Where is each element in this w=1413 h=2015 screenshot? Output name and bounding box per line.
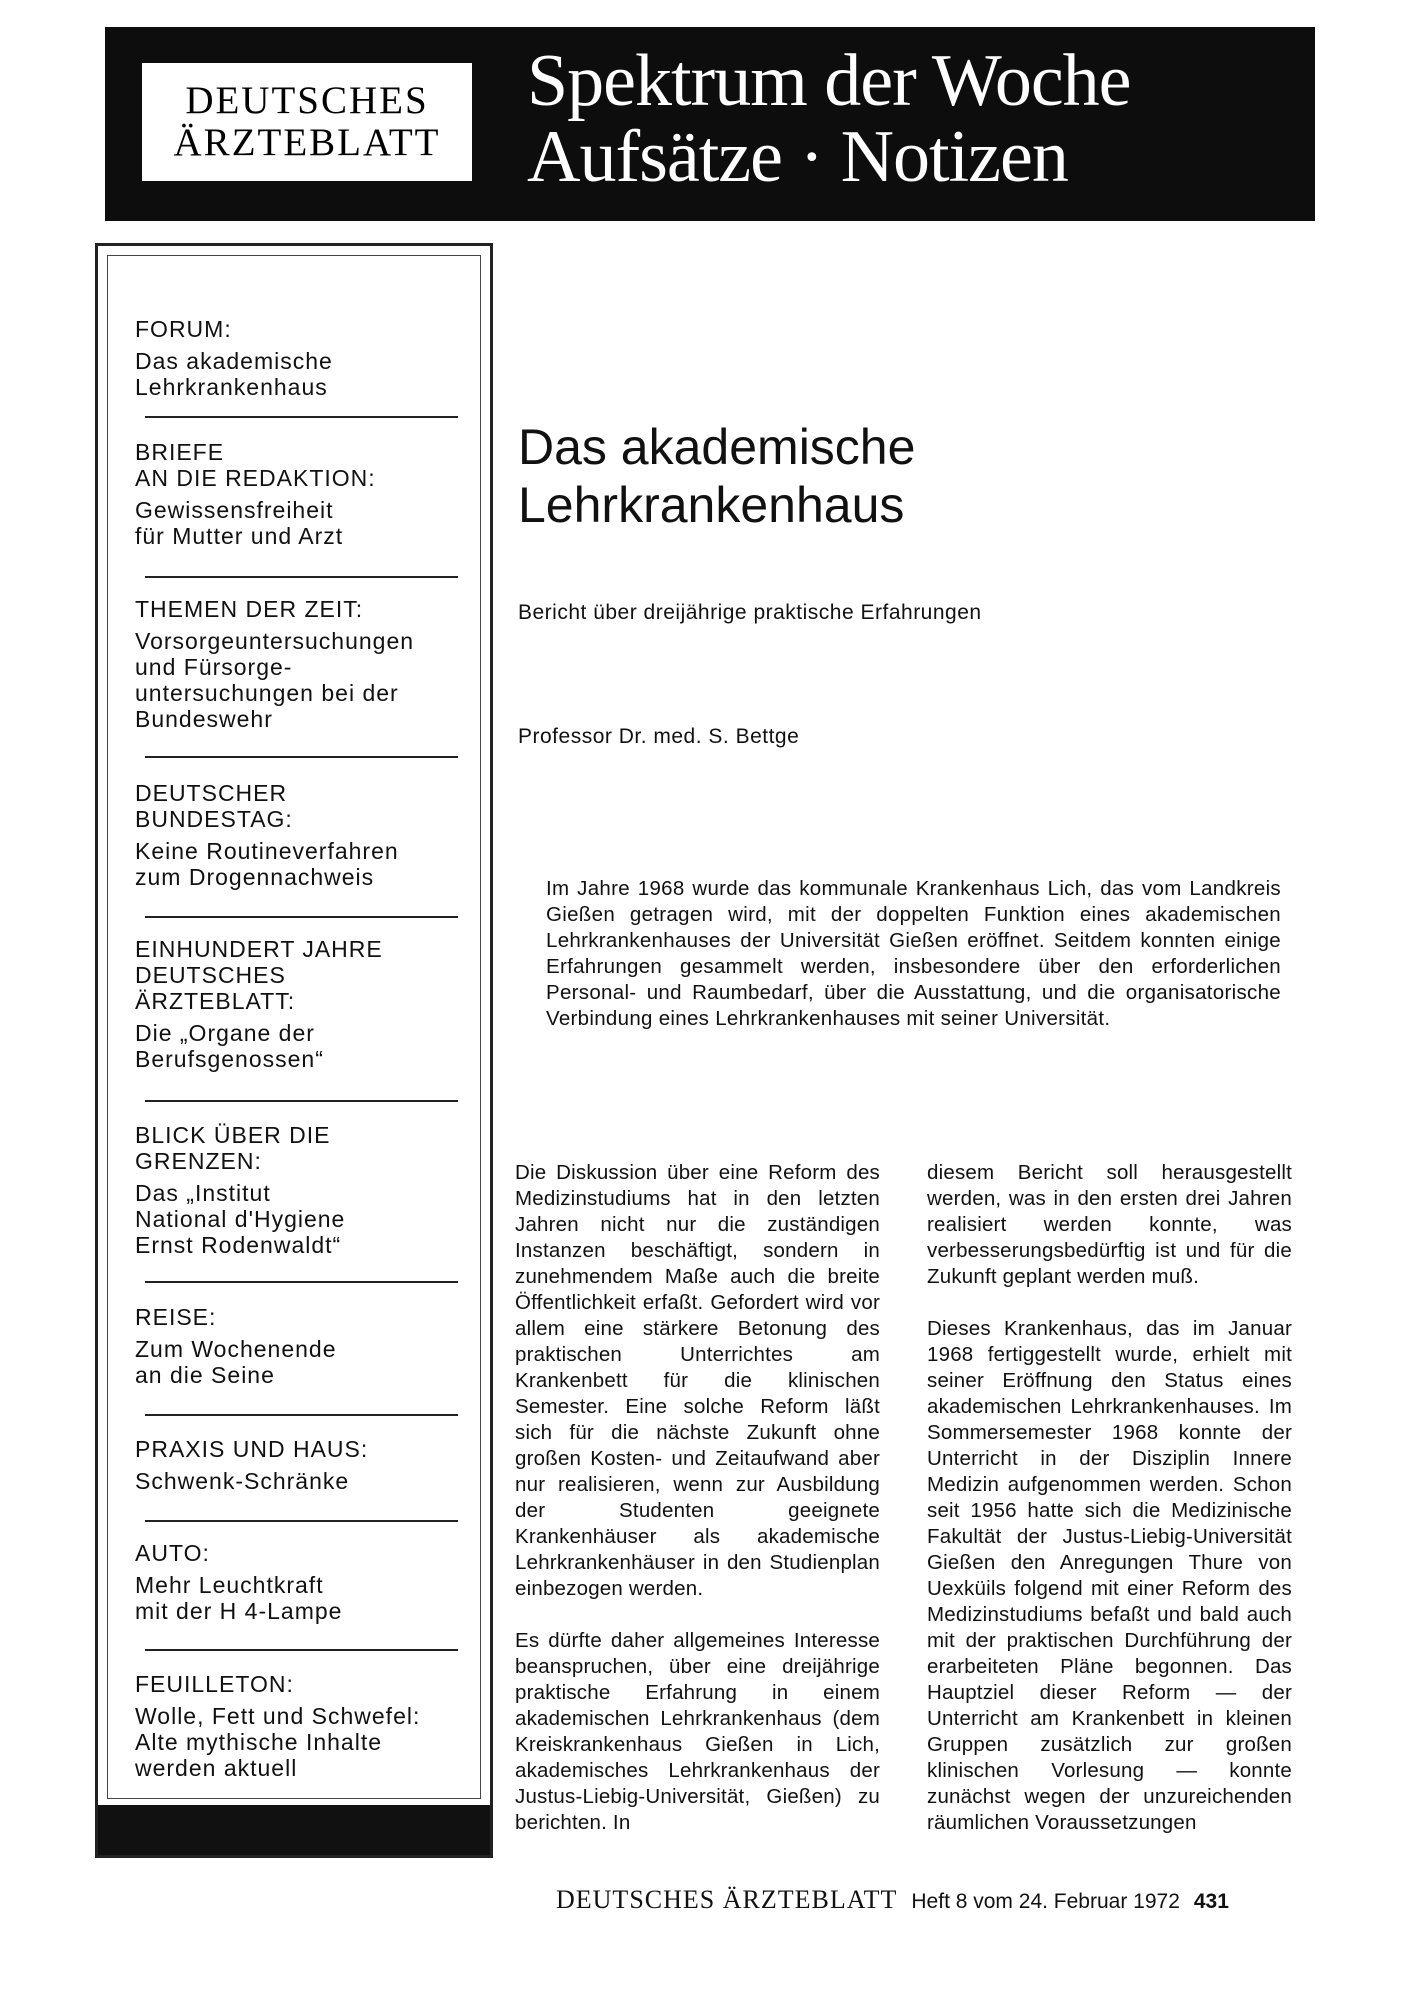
toc-item-auto[interactable]	[135, 1540, 445, 1624]
toc-inner-frame	[107, 255, 481, 1799]
toc-footer-bar	[98, 1805, 490, 1855]
toc-item-feuilleton[interactable]	[135, 1671, 445, 1781]
toc-item-forum[interactable]	[135, 316, 445, 400]
toc-title: Gewissensfreiheit für Mutter und Arzt	[135, 497, 344, 549]
table-of-contents	[95, 243, 493, 1858]
toc-divider	[145, 1520, 458, 1522]
toc-item-praxis[interactable]	[135, 1436, 445, 1494]
masthead-banner	[105, 27, 1315, 221]
toc-category: PRAXIS UND HAUS:	[135, 1436, 369, 1462]
journal-logo-line2: ÄRZTEBLATT	[173, 121, 441, 164]
toc-title: Das akademische Lehrkrankenhaus	[135, 348, 333, 400]
paragraph: Es dürfte daher allgemeines Interesse beanspruchen, über eine dreijährige praktische Erfahrung in einem akademischen Lehrkrankenhaus (dem Kreiskrankenhaus Gießen in Lich, akademisches Lehrkrankenhaus der Justus-Liebig-Universität, Gießen) zu berichten. In	[515, 1629, 880, 1834]
toc-item-themen[interactable]	[135, 596, 445, 732]
toc-category: BLICK ÜBER DIE GRENZEN:	[135, 1122, 331, 1174]
toc-divider	[145, 1100, 458, 1102]
article-title	[518, 418, 915, 534]
toc-title: Das „Institut National d'Hygiene Ernst Rodenwaldt“	[135, 1180, 346, 1258]
toc-item-reise[interactable]	[135, 1304, 445, 1388]
article-title-line1: Das akademische	[518, 419, 916, 475]
toc-title: Wolle, Fett und Schwefel: Alte mythische Inhalte werden aktuell	[135, 1703, 421, 1781]
article-subtitle: Bericht über dreijährige praktische Erfahrungen	[518, 601, 982, 624]
toc-category: FEUILLETON:	[135, 1671, 294, 1697]
toc-item-bundestag[interactable]	[135, 780, 445, 890]
toc-item-einhundert-jahre[interactable]	[135, 936, 445, 1072]
toc-category: DEUTSCHER BUNDESTAG:	[135, 780, 293, 832]
journal-logo	[142, 63, 472, 181]
toc-divider	[145, 1281, 458, 1283]
toc-item-briefe[interactable]	[135, 439, 445, 549]
toc-title: Schwenk-Schränke	[135, 1468, 350, 1494]
journal-logo-line1: DEUTSCHES	[185, 79, 429, 122]
page-number: 431	[1193, 1890, 1229, 1913]
section-title-line1: Spektrum der Woche	[527, 40, 1131, 122]
toc-divider	[145, 576, 458, 578]
toc-title: Keine Routineverfahren zum Drogennachweis	[135, 838, 399, 890]
page-footer	[556, 1885, 1229, 1915]
toc-title: Vorsorgeuntersuchungen und Fürsorge- untersuchungen bei der Bundeswehr	[135, 628, 415, 732]
toc-divider	[145, 756, 458, 758]
toc-divider	[145, 1414, 458, 1416]
article-abstract: Im Jahre 1968 wurde das kommunale Krankenhaus Lich, das vom Landkreis Gießen getragen wird, mit der doppelten Funktion eines akademischen Lehrkrankenhauses der Universität Gießen eröffnet. Seitdem konnten einige Erfahrungen gesammelt werden, insbesondere über den erforderlichen Personal- und Raumbedarf, über die Ausstattung, und die organisatorische Verbindung eines Lehrkrankenhauses mit seiner Universität.	[546, 877, 1281, 1030]
article-column-2	[927, 1160, 1292, 1862]
section-title	[527, 40, 1131, 198]
toc-divider	[145, 916, 458, 918]
toc-category: AUTO:	[135, 1540, 210, 1566]
toc-category: REISE:	[135, 1304, 217, 1330]
toc-title: Zum Wochenende an die Seine	[135, 1336, 337, 1388]
toc-category: EINHUNDERT JAHRE DEUTSCHES ÄRZTEBLATT:	[135, 936, 383, 1014]
footer-issue: Heft 8 vom 24. Februar 1972	[911, 1890, 1180, 1913]
toc-item-blick[interactable]	[135, 1122, 445, 1258]
toc-category: THEMEN DER ZEIT:	[135, 596, 364, 622]
toc-divider	[145, 1649, 458, 1651]
toc-category: FORUM:	[135, 316, 232, 342]
article-title-line2: Lehrkrankenhaus	[518, 477, 905, 533]
footer-journal-name: DEUTSCHES ÄRZTEBLATT	[556, 1885, 898, 1914]
paragraph: Dieses Krankenhaus, das im Januar 1968 fertiggestellt wurde, erhielt mit seiner Eröffnung den Status eines akademischen Lehrkrankenhauses. Im Sommersemester 1968 konnte der Unterricht in der Disziplin Innere Medizin aufgenommen werden. Schon seit 1956 hatte sich die Medizinische Fakultät der Justus-Liebig-Universität Gießen den Anregungen Thure von Uexküils folgend mit einer Reform des Medizinstudiums befaßt und bald auch mit der praktischen Durchführung der erarbeiteten Pläne begonnen. Das Hauptziel dieser Reform — der Unterricht am Krankenbett in kleinen Gruppen zusätzlich zur großen klinischen Vorlesung — konnte zunächst wegen der unzureichenden räumlichen Voraussetzungen	[927, 1317, 1292, 1834]
paragraph: Die Diskussion über eine Reform des Medizinstudiums hat in den letzten Jahren nicht nur die zuständigen Instanzen beschäftigt, sondern in zunehmendem Maße auch die breite Öffentlichkeit erfaßt. Gefordert wird vor allem eine stärkere Betonung des praktischen Unterrichtes am Krankenbett für die klinischen Semester. Eine solche Reform läßt sich für die nächste Zukunft ohne großen Kosten- und Zeitaufwand aber nur realisieren, wenn zur Ausbildung der Studenten geeignete Krankenhäuser als akademische Lehrkrankenhäuser in den Studienplan einbezogen werden.	[515, 1161, 880, 1600]
paragraph: diesem Bericht soll herausgestellt werden, was in den ersten drei Jahren realisiert werden konnte, was verbesserungsbedürftig ist und für die Zukunft geplant werden muß.	[927, 1161, 1292, 1288]
toc-title: Mehr Leuchtkraft mit der H 4-Lampe	[135, 1572, 343, 1624]
section-title-line2: Aufsätze · Notizen	[527, 116, 1068, 198]
article-column-1	[515, 1160, 880, 1862]
toc-title: Die „Organe der Berufsgenossen“	[135, 1020, 324, 1072]
article-author: Professor Dr. med. S. Bettge	[518, 725, 800, 748]
toc-category: BRIEFE AN DIE REDAKTION:	[135, 439, 376, 491]
toc-divider	[145, 416, 458, 418]
